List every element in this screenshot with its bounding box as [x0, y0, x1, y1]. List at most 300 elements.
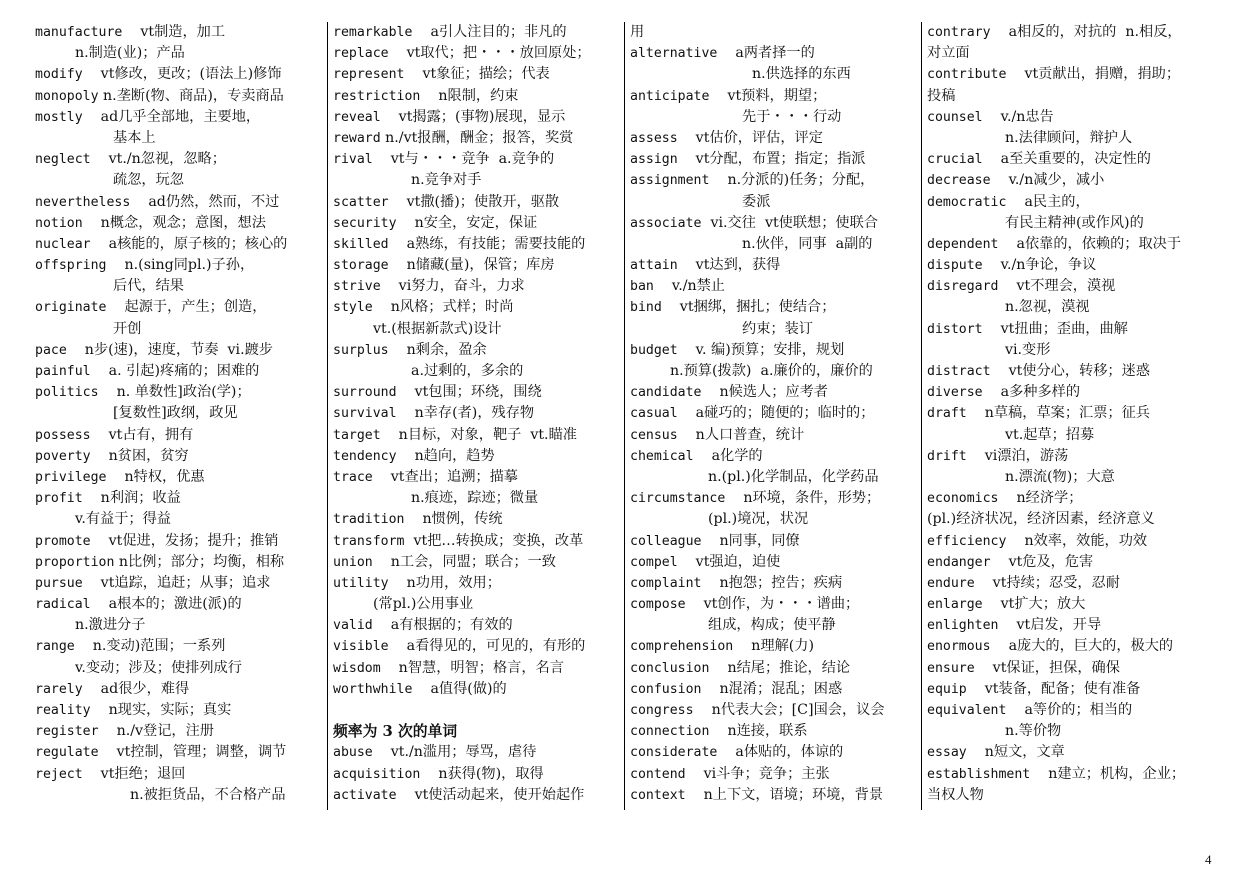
vocab-entry	[927, 594, 1224, 615]
headword: scatter	[333, 194, 389, 210]
definition: vt预料，期望；	[709, 87, 827, 104]
headword: enormous	[927, 639, 991, 655]
headword: economics	[927, 491, 999, 507]
headword: abuse	[333, 745, 373, 761]
vocab-entry	[630, 467, 921, 488]
vocab-entry	[333, 636, 624, 657]
definition: n.竞争对手	[411, 172, 482, 189]
vocab-entry	[927, 785, 1224, 806]
headword: painful	[35, 364, 91, 379]
vocab-entry	[333, 742, 624, 763]
definition: n现实，实际；真实	[90, 702, 232, 718]
vocab-entry	[35, 742, 327, 763]
page-number: 4	[1205, 852, 1212, 867]
vocab-entry	[35, 552, 327, 573]
definition: vt.(根据新款式)设计	[373, 320, 502, 337]
headword: democratic	[927, 194, 1007, 210]
headword: counsel	[927, 109, 983, 125]
headword: manufacture	[35, 25, 123, 40]
vocab-entry	[630, 425, 921, 446]
vocab-entry	[333, 679, 624, 700]
definition: vt贡献出，捐赠，捐助；	[1006, 66, 1181, 83]
vocab-entry	[927, 361, 1224, 382]
definition: v.变动；涉及；使排列成行	[75, 659, 242, 676]
headword: originate	[35, 300, 107, 316]
headword: equip	[927, 681, 967, 697]
headword: strive	[333, 279, 381, 295]
vocab-entry	[630, 488, 921, 509]
definition: a民主的，	[1006, 193, 1090, 210]
headword: reveal	[333, 109, 381, 125]
vocab-entry	[35, 255, 327, 276]
definition: vt启发，开导	[998, 617, 1102, 634]
headword: crucial	[927, 152, 983, 168]
headword: poverty	[35, 448, 91, 464]
headword: endanger	[927, 554, 991, 570]
vocab-entry	[630, 192, 921, 213]
vocab-entry	[333, 615, 624, 636]
vocab-entry	[630, 255, 921, 276]
definition: 疏忽，玩忽	[113, 172, 184, 189]
vocab-entry	[333, 64, 624, 85]
headword: style	[333, 300, 373, 316]
vocab-entry	[35, 658, 327, 679]
headword: tendency	[333, 448, 397, 464]
vocab-entry	[927, 43, 1224, 64]
vocab-entry	[630, 615, 921, 636]
vocab-entry	[630, 43, 921, 64]
definition: 对立面	[927, 45, 970, 62]
vocab-entry	[35, 297, 327, 318]
vocab-entry	[35, 531, 327, 552]
definition: n.分派的)任务；分配，	[709, 172, 875, 189]
headword: monopoly	[35, 88, 99, 104]
definition: n储藏(量)，保管；库房	[388, 257, 555, 274]
vocab-entry	[35, 764, 327, 785]
headword: trace	[333, 469, 373, 485]
definition: n连接，联系	[709, 723, 808, 740]
vocab-entry	[333, 107, 624, 128]
definition: n幸存(者)，残存物	[396, 405, 535, 422]
definition: n功用，效用；	[388, 574, 501, 591]
definition: v./n忠告	[982, 108, 1054, 125]
headword: pursue	[35, 575, 83, 591]
definition: n代表大会；[C]国会，议会	[693, 702, 885, 718]
definition: 组成，构成；使平静	[708, 617, 836, 634]
definition: vt揭露；(事物)展现，显示	[380, 108, 566, 125]
vocab-entry	[35, 276, 327, 297]
definition: n.法律顾问，辩护人	[1005, 129, 1133, 146]
headword: candidate	[630, 385, 702, 401]
definition: vt与・・・竞争 a.竞争的	[372, 151, 555, 168]
definition: vt持续；忍受，忍耐	[974, 574, 1120, 591]
headword: distort	[927, 321, 983, 337]
vocab-entry	[333, 22, 624, 43]
headword: represent	[333, 67, 405, 83]
headword: surround	[333, 385, 397, 401]
definition: n效率，效能，功效	[1006, 532, 1148, 549]
definition: vt使分心，转移；迷惑	[990, 363, 1150, 379]
vocab-entry	[630, 636, 921, 657]
vocab-entry	[630, 86, 921, 107]
headword: decrease	[927, 173, 991, 189]
definition: v./n减少，减小	[990, 172, 1105, 189]
headword: dependent	[927, 236, 999, 252]
vocab-entry	[35, 192, 327, 213]
vocab-entry	[630, 107, 921, 128]
definition: 先于・・・行动	[742, 108, 842, 125]
definition: n.激进分子	[75, 617, 146, 634]
vocab-entry	[35, 319, 327, 340]
vocab-entry	[333, 552, 624, 573]
headword: mostly	[35, 109, 83, 125]
headword: reward	[333, 130, 381, 146]
definition: (pl.)经济状况，经济因素，经济意义	[927, 511, 1155, 528]
vocab-entry	[927, 276, 1224, 297]
definition: vi.交往 vt使联想；使联合	[701, 214, 878, 231]
definition: n.垄断(物、商品)，专卖商品	[98, 87, 284, 104]
vocab-entry	[630, 742, 921, 763]
definition: n草稿，草案；汇票；征兵	[966, 405, 1150, 422]
definition: vt拒绝；退回	[82, 765, 186, 782]
definition: n建立；机构，企业；	[1030, 765, 1186, 782]
definition: 用	[630, 24, 645, 40]
vocab-entry	[630, 531, 921, 552]
vocab-entry	[35, 22, 327, 43]
vocab-entry	[927, 107, 1224, 128]
headword: census	[630, 427, 678, 443]
definition: ad几乎全部地，主要地，	[82, 108, 261, 125]
definition: n.(pl.)化学制品，化学药品	[708, 468, 879, 485]
definition: 后代，结果	[113, 278, 184, 295]
definition: n趋向，趋势	[396, 447, 495, 464]
column-4	[921, 22, 1224, 810]
headword: union	[333, 554, 373, 570]
vocab-entry	[35, 679, 327, 700]
headword: restriction	[333, 88, 421, 104]
definition: n安全，安定，保证	[396, 214, 538, 231]
headword: register	[35, 724, 99, 740]
vocab-entry	[927, 721, 1224, 742]
vocab-entry	[35, 382, 327, 403]
headword: enlighten	[927, 618, 999, 634]
headword: radical	[35, 597, 91, 613]
definition: a碰巧的；随便的；临时的；	[677, 405, 875, 422]
vocab-entry	[333, 192, 624, 213]
vocab-entry	[333, 764, 624, 785]
headword: possess	[35, 427, 91, 443]
headword: conclusion	[630, 660, 710, 676]
vocab-entry	[630, 700, 921, 721]
definition: vt查出；追溯；描摹	[372, 468, 518, 485]
headword: distract	[927, 364, 991, 379]
vocab-entry	[333, 234, 624, 255]
definition: vt撒(播)；使散开，驱散	[388, 193, 560, 210]
headword: casual	[630, 406, 678, 422]
vocab-entry	[35, 615, 327, 636]
definition: vt保证，担保，确保	[974, 659, 1120, 676]
headword: efficiency	[927, 533, 1007, 549]
definition: v./n争论，争议	[982, 257, 1097, 274]
headword: rarely	[35, 681, 83, 697]
headword: contend	[630, 766, 686, 782]
headword: anticipate	[630, 88, 710, 104]
vocab-entry	[333, 297, 624, 318]
definition: vi斗争；竞争；主张	[685, 765, 830, 782]
headword: compose	[630, 597, 686, 613]
headword: bind	[630, 300, 662, 316]
headword: enlarge	[927, 597, 983, 613]
vocab-entry	[927, 382, 1224, 403]
headword: storage	[333, 258, 389, 274]
definition: v.有益于；得益	[75, 511, 171, 528]
headword: colleague	[630, 533, 702, 549]
vocab-entry	[333, 446, 624, 467]
vocab-entry	[333, 425, 624, 446]
definition: n抱怨；控告；疾病	[701, 574, 843, 591]
definition: n目标，对象，靶子 vt.瞄准	[380, 426, 577, 443]
definition: 基本上	[113, 129, 156, 146]
vocab-entry	[35, 721, 327, 742]
headword: associate	[630, 215, 702, 231]
vocab-entry	[927, 86, 1224, 107]
definition: vt把…转换成；变换，改革	[404, 532, 584, 549]
vocab-entry	[630, 721, 921, 742]
definition: (常pl.)公用事业	[373, 596, 474, 613]
definition: n.忽视，漠视	[1005, 299, 1090, 316]
column-2	[327, 22, 624, 810]
definition: vt危及，危害	[990, 553, 1094, 570]
definition: 投稿	[927, 87, 956, 104]
definition: n.(sing同pl.)子孙，	[106, 257, 255, 274]
column-1	[30, 22, 327, 810]
definition: a熟练，有技能；需要技能的	[388, 235, 586, 252]
definition: a至关重要的，决定性的	[982, 151, 1151, 168]
vocab-entry	[927, 425, 1224, 446]
headword: alternative	[630, 46, 718, 62]
headword: reality	[35, 703, 91, 718]
definition: n.被拒货品，不合格产品	[130, 786, 286, 803]
vocab-entry	[927, 340, 1224, 361]
headword: equivalent	[927, 703, 1007, 718]
definition: a化学的	[693, 447, 763, 464]
definition: [复数性]政纲，政见	[113, 405, 238, 422]
headword: ensure	[927, 660, 975, 676]
vocab-entry	[927, 319, 1224, 340]
definition: 起源于，产生；创造，	[106, 299, 267, 316]
headword: congress	[630, 703, 694, 718]
vocab-entry	[333, 658, 624, 679]
definition: n. 单数性]政治(学)；	[98, 384, 251, 401]
headword: circumstance	[630, 491, 726, 507]
definition: n工会，同盟；联合；一致	[372, 553, 556, 570]
vocab-entry	[35, 234, 327, 255]
vocab-entry	[333, 276, 624, 297]
definition: a两者择一的	[717, 45, 815, 62]
vocab-entry	[35, 488, 327, 509]
vocab-entry	[630, 552, 921, 573]
headword: pace	[35, 342, 67, 358]
vocab-entry	[927, 446, 1224, 467]
definition: vt装备，配备；使有准备	[966, 680, 1141, 697]
definition: vt./n滥用；辱骂，虐待	[372, 744, 537, 761]
headword: compel	[630, 554, 678, 570]
definition: vt./n忽视，忽略；	[90, 151, 226, 168]
headword: drift	[927, 448, 967, 464]
definition: n.变动)范围；一系列	[74, 638, 226, 655]
definition: n限制，约束	[420, 87, 519, 104]
definition: n.痕迹，踪迹；微量	[411, 490, 539, 507]
headword: contrary	[927, 25, 991, 40]
headword: comprehension	[630, 639, 734, 655]
vocab-entry	[630, 679, 921, 700]
definition: n剩余，盈余	[388, 341, 487, 358]
definition: n环境，条件，形势；	[725, 490, 881, 507]
definition: n利润；收益	[82, 490, 181, 507]
vocab-entry	[35, 340, 327, 361]
definition: vi努力，奋斗，力求	[380, 278, 525, 295]
vocab-entry	[630, 785, 921, 806]
vocab-entry	[630, 149, 921, 170]
vocab-entry	[333, 43, 624, 64]
definition: v. 编)预算；安排，规划	[677, 341, 845, 358]
headword: essay	[927, 745, 967, 761]
vocab-entry	[35, 573, 327, 594]
definition: n概念，观念；意图，想法	[82, 214, 266, 231]
vocab-entry	[927, 22, 1224, 43]
definition: v./n禁止	[653, 278, 725, 295]
headword: rival	[333, 152, 373, 168]
vocab-entry	[35, 425, 327, 446]
headword: considerate	[630, 745, 718, 761]
definition: a. 引起)疼痛的；困难的	[90, 363, 260, 379]
headword: assignment	[630, 173, 710, 189]
definition: n同事，同僚	[701, 532, 800, 549]
vocab-entry	[927, 213, 1224, 234]
vocab-entry	[630, 213, 921, 234]
definition: vt分配，布置；指定；指派	[677, 151, 866, 168]
definition: n.预算(拨款) a.廉价的，廉价的	[670, 363, 873, 379]
headword: regulate	[35, 745, 99, 761]
vocab-entry	[630, 22, 921, 43]
vocab-entry	[630, 128, 921, 149]
vocab-entry	[630, 234, 921, 255]
headword: valid	[333, 618, 373, 634]
definition: n经济学；	[998, 490, 1083, 507]
definition: 约束；装订	[742, 320, 813, 337]
headword: neglect	[35, 152, 91, 168]
vocab-entry	[927, 64, 1224, 85]
vocab-entry	[927, 700, 1224, 721]
vocab-entry	[927, 531, 1224, 552]
vocab-entry	[927, 192, 1224, 213]
headword: skilled	[333, 236, 389, 252]
definition: n比例；部分；均衡，相称	[114, 553, 285, 570]
vocab-entry	[927, 128, 1224, 149]
headword: context	[630, 787, 686, 803]
vocab-entry	[333, 509, 624, 530]
vocab-entry	[927, 170, 1224, 191]
vocab-entry	[927, 636, 1224, 657]
definition: a等价的；相当的	[1006, 702, 1133, 718]
vocab-entry	[630, 658, 921, 679]
definition: vt促进，发扬；提升；推销	[90, 532, 279, 549]
headword: connection	[630, 724, 710, 740]
vocab-entry	[333, 128, 624, 149]
definition: n候选人；应考者	[701, 384, 828, 401]
headword: establishment	[927, 766, 1031, 782]
headword: survival	[333, 406, 397, 422]
vocab-entry	[333, 340, 624, 361]
headword: offspring	[35, 258, 107, 274]
definition: (pl.)境况，状况	[708, 511, 809, 528]
definition: n风格；式样；时尚	[372, 299, 514, 316]
definition: 有民主精神(或作风)的	[1005, 214, 1144, 231]
vocab-entry	[630, 170, 921, 191]
definition: 开创	[113, 320, 142, 337]
vocab-entry	[333, 785, 624, 806]
vocab-entry	[333, 149, 624, 170]
definition: a庞大的，巨大的，极大的	[990, 638, 1174, 655]
definition: n上下文，语境；环境，背景	[685, 786, 884, 803]
definition: n./vt报酬，酬金；报答，奖赏	[380, 129, 574, 146]
vocab-entry	[35, 86, 327, 107]
vocab-entry	[333, 467, 624, 488]
headword: budget	[630, 342, 678, 358]
vocab-entry	[927, 467, 1224, 488]
headword: proportion	[35, 554, 115, 570]
vocab-entry	[35, 509, 327, 530]
definition: a依靠的，依赖的；取决于	[998, 235, 1182, 252]
definition: vt控制，管理；调整，调节	[98, 744, 287, 761]
headword: activate	[333, 787, 397, 803]
vocab-entry	[35, 700, 327, 721]
definition: 当权人物	[927, 786, 984, 803]
vocab-entry	[35, 43, 327, 64]
definition: vt包围；环绕，围绕	[396, 384, 542, 401]
definition: vt制造，加工	[122, 24, 226, 40]
definition: vt象征；描绘；代表	[404, 66, 550, 83]
vocab-entry	[333, 403, 624, 424]
vocab-entry	[927, 509, 1224, 530]
headword: surplus	[333, 342, 389, 358]
definition: n获得(物)，取得	[420, 765, 544, 782]
definition: vt不理会，漠视	[998, 278, 1116, 295]
headword: tradition	[333, 512, 405, 528]
definition: a.过剩的，多余的	[411, 363, 524, 379]
definition: vt强迫，迫使	[677, 553, 781, 570]
definition: a引人注目的；非凡的	[412, 24, 567, 40]
vocab-entry	[333, 319, 624, 340]
vocab-entry	[333, 213, 624, 234]
vocab-entry	[333, 573, 624, 594]
definition: n惯例，传统	[404, 511, 503, 528]
vocab-entry	[927, 552, 1224, 573]
definition: n.供选择的东西	[752, 66, 851, 83]
vocab-entry	[35, 64, 327, 85]
vocab-entry	[630, 509, 921, 530]
headword: promote	[35, 533, 91, 549]
heading-text: 频率为 3 次的单词	[333, 723, 458, 741]
definition: a看得见的，可见的，有形的	[388, 638, 586, 655]
headword: modify	[35, 67, 83, 83]
vocab-entry	[927, 764, 1224, 785]
headword: assign	[630, 152, 678, 168]
definition: vt扩大；放大	[982, 596, 1086, 613]
definition: vt扭曲；歪曲，曲解	[982, 320, 1128, 337]
column-3	[624, 22, 921, 810]
vocab-entry	[333, 361, 624, 382]
